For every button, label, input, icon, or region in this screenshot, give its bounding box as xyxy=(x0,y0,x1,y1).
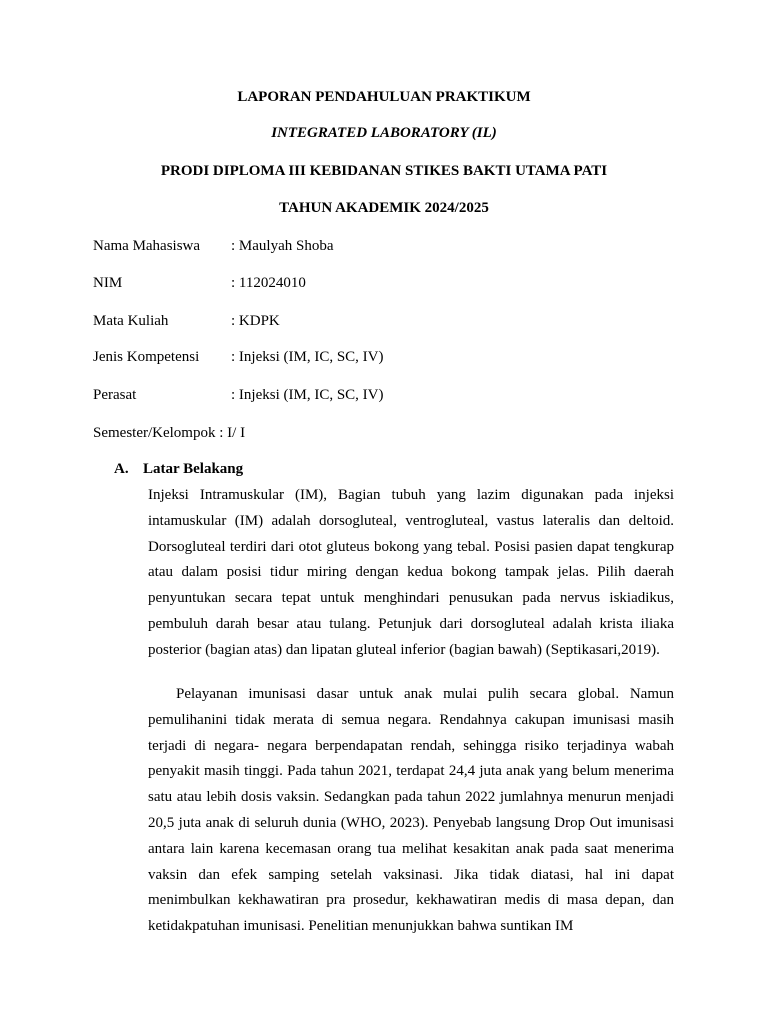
section-title: Latar Belakang xyxy=(143,461,244,477)
info-row-mata-kuliah xyxy=(93,312,280,330)
section-letter: A. xyxy=(114,461,129,477)
info-row-nama xyxy=(93,237,334,255)
info-label: Nama Mahasiswa xyxy=(93,238,201,254)
paragraph-2: Pelayanan imunisasi dasar untuk anak mulai pulih secara global. Namun pemulihanini tidak merata di semua negara. Rendahnya cakupan imunisasi masih terjadi di negara- negara berpendapatan rendah, sehingga risiko terjadinya wabah penyakit masih tinggi. Pada tahun 2021, terdapat 24,4 juta anak yang belum menerima satu atau lebih dosis vaksin. Sedangkan pada tahun 2022 jumlahnya menurun menjadi 20,5 juta anak di seluruh dunia (WHO, 2023). Penyebab langsung Drop Out imunisasi antara lain karena kecemasan orang tua melihat kesakitan anak pada saat menerima vaksin dan efek samping setelah vaksinasi. Jika tidak diatasi, hal ini dapat menimbulkan kekhawatiran pra prosedur, kekhawatiran medis di masa depan, dan ketidakpatuhan imunisasi. Penelitian menunjukkan bahwa suntikan IM xyxy=(148,686,674,935)
info-row-nim xyxy=(93,274,306,292)
info-label: NIM xyxy=(93,275,123,291)
report-subtitle: INTEGRATED LABORATORY (IL) xyxy=(271,125,497,141)
section-heading xyxy=(114,460,243,478)
info-value: : Injeksi (IM, IC, SC, IV) xyxy=(231,387,384,403)
info-label: Mata Kuliah xyxy=(93,313,169,329)
info-value: : 112024010 xyxy=(231,275,306,291)
info-row-jenis-kompetensi xyxy=(93,348,384,366)
program-name: PRODI DIPLOMA III KEBIDANAN STIKES BAKTI UTAMA PATI xyxy=(160,163,608,179)
info-label: Perasat xyxy=(93,387,137,403)
info-label: Semester/Kelompok xyxy=(93,425,216,441)
academic-year: TAHUN AKADEMIK 2024/2025 xyxy=(279,200,489,216)
report-title: LAPORAN PENDAHULUAN PRAKTIKUM xyxy=(237,89,531,105)
info-row-perasat xyxy=(93,386,384,404)
info-value: : Maulyah Shoba xyxy=(231,238,334,254)
paragraph-1: Injeksi Intramuskular (IM), Bagian tubuh yang lazim digunakan pada injeksi intamuskular (IM) adalah dorsogluteal, ventrogluteal, vastus lateralis dan deltoid. Dorsogluteal terdiri dari otot gluteus bokong yang tebal. Posisi pasien dapat tengkurap atau dalam posisi tidur miring dengan kedua bokong tampak jelas. Pilih daerah penyuntukan secara tepat untuk menghindari penusukan pada nervus iskiadikus, pembuluh darah besar atau tulang. Petunjuk dari dorsogluteal adalah krista iliaka posterior (bagian atas) dan lipatan gluteal inferior (bagian bawah) (Septikasari,2019). xyxy=(148,487,674,658)
info-label: Jenis Kompetensi xyxy=(93,349,200,365)
info-row-semester xyxy=(93,424,245,442)
info-value: : KDPK xyxy=(231,313,280,329)
info-value: : I/ I xyxy=(219,425,246,441)
info-value: : Injeksi (IM, IC, SC, IV) xyxy=(231,349,384,365)
